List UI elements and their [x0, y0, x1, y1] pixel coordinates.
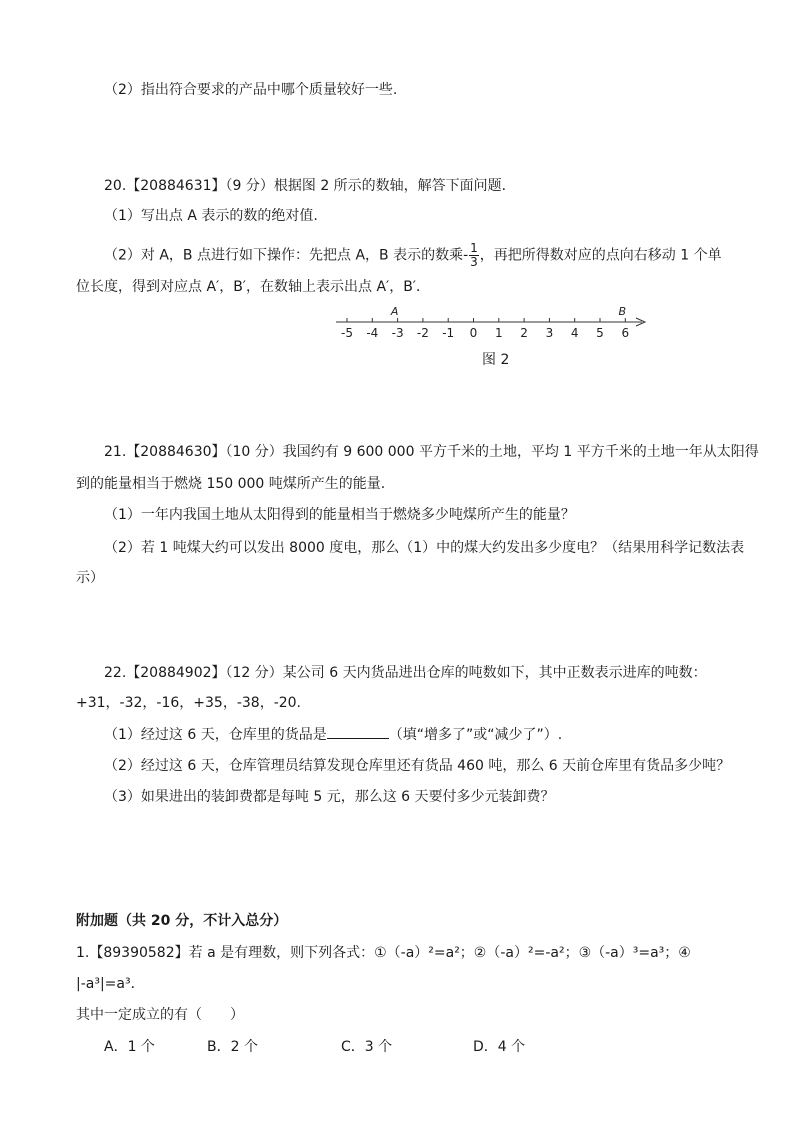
fraction [469, 242, 479, 269]
number-line-tick-label: 5 [596, 326, 604, 340]
number-line-points [390, 305, 626, 318]
q20-header: 20.【20884631】（9 分）根据图 2 所示的数轴，解答下面问题． [104, 178, 516, 194]
q20-part2 [104, 242, 722, 269]
extra-title: 附加题（共 20 分，不计入总分） [76, 913, 288, 929]
number-line-tick-label: -5 [341, 326, 353, 340]
extra-q1-line2: |-a³|=a³． [76, 976, 145, 992]
number-line-tick-label: -4 [366, 326, 379, 340]
option-d[interactable]: D．4 个 [473, 1039, 526, 1055]
number-line-tick-label: -2 [416, 326, 429, 340]
q20-part2-text-a: （2）对 A，B 点进行如下操作：先把点 A，B 表示的数乘- [104, 247, 469, 264]
number-line-ticks [341, 318, 629, 340]
q21-part2-cont: 示） [76, 570, 104, 586]
q22-part3: （3）如果进出的装卸费都是每吨 5 元，那么这 6 天要付多少元装卸费？ [104, 789, 555, 805]
number-line-point-label: A [390, 305, 399, 318]
q21-part1: （1）一年内我国土地从太阳得到的能量相当于燃烧多少吨煤所产生的能量？ [104, 507, 575, 523]
q21-line2: 到的能量相当于燃烧 150 000 吨煤所产生的能量. [76, 476, 386, 492]
number-line-tick-label: -1 [442, 326, 455, 340]
q20-part2-line2: 位长度，得到对应点 A′，B′，在数轴上表示出点 A′，B′． [76, 279, 430, 295]
number-line-tick-label: 4 [570, 326, 579, 340]
figure-caption: 图 2 [482, 352, 510, 368]
q20-part1: （1）写出点 A 表示的数的绝对值. [104, 208, 318, 224]
q22-data: +31，-32，-16，+35，-38，-20. [76, 695, 302, 711]
number-line-figure [336, 302, 652, 344]
number-line-tick-label: 3 [545, 326, 554, 340]
extra-q1-line1: 1.【89390582】若 a 是有理数，则下列各式：①（-a）²=a²；②（-a）²=-a²；③（-a）³=a³；④ [76, 945, 691, 961]
fraction-numerator: 1 [470, 241, 478, 255]
number-line-tick-label: 2 [520, 326, 528, 340]
fraction-denominator: 3 [470, 255, 478, 269]
option-b[interactable]: B．2 个 [207, 1039, 258, 1055]
q21-part2: （2）若 1 吨煤大约可以发出 8000 度电，那么（1）中的煤大约发出多少度电？（结果用科学记数法表 [104, 540, 745, 556]
q20-part2-text-b: ，再把所得数对应的点向右移动 1 个单 [479, 247, 722, 264]
q21-line1: 21.【20884630】（10 分）我国约有 9 600 000 平方千米的土地，平均 1 平方千米的土地一年从太阳得 [104, 444, 759, 460]
number-line-point-label: B [618, 305, 627, 318]
number-line-tick-label: 1 [494, 326, 503, 340]
option-a[interactable]: A．1 个 [104, 1039, 155, 1055]
number-line-tick-label: -3 [391, 326, 404, 340]
number-line-tick-label: 0 [469, 326, 478, 340]
q22-header: 22.【20884902】（12 分）某公司 6 天内货品进出仓库的吨数如下，其中正数表示进库的吨数： [104, 665, 707, 681]
q22-part2: （2）经过这 6 天，仓库管理员结算发现仓库里还有货品 460 吨，那么 6 天前仓库里有货品多少吨？ [104, 758, 731, 774]
q22-part1-text-b: （填“增多了”或“减少了”）. [388, 727, 563, 743]
extra-q1-line3: 其中一定成立的有（ ） [76, 1007, 244, 1023]
answer-blank[interactable] [327, 724, 389, 739]
option-c[interactable]: C．3 个 [341, 1039, 393, 1055]
q22-part1-text-a: （1）经过这 6 天，仓库里的货品是 [104, 727, 327, 743]
number-line-tick-label: 6 [621, 326, 630, 340]
q22-part1 [104, 724, 562, 745]
q19-part2: （2）指出符合要求的产品中哪个质量较好一些. [104, 82, 398, 98]
